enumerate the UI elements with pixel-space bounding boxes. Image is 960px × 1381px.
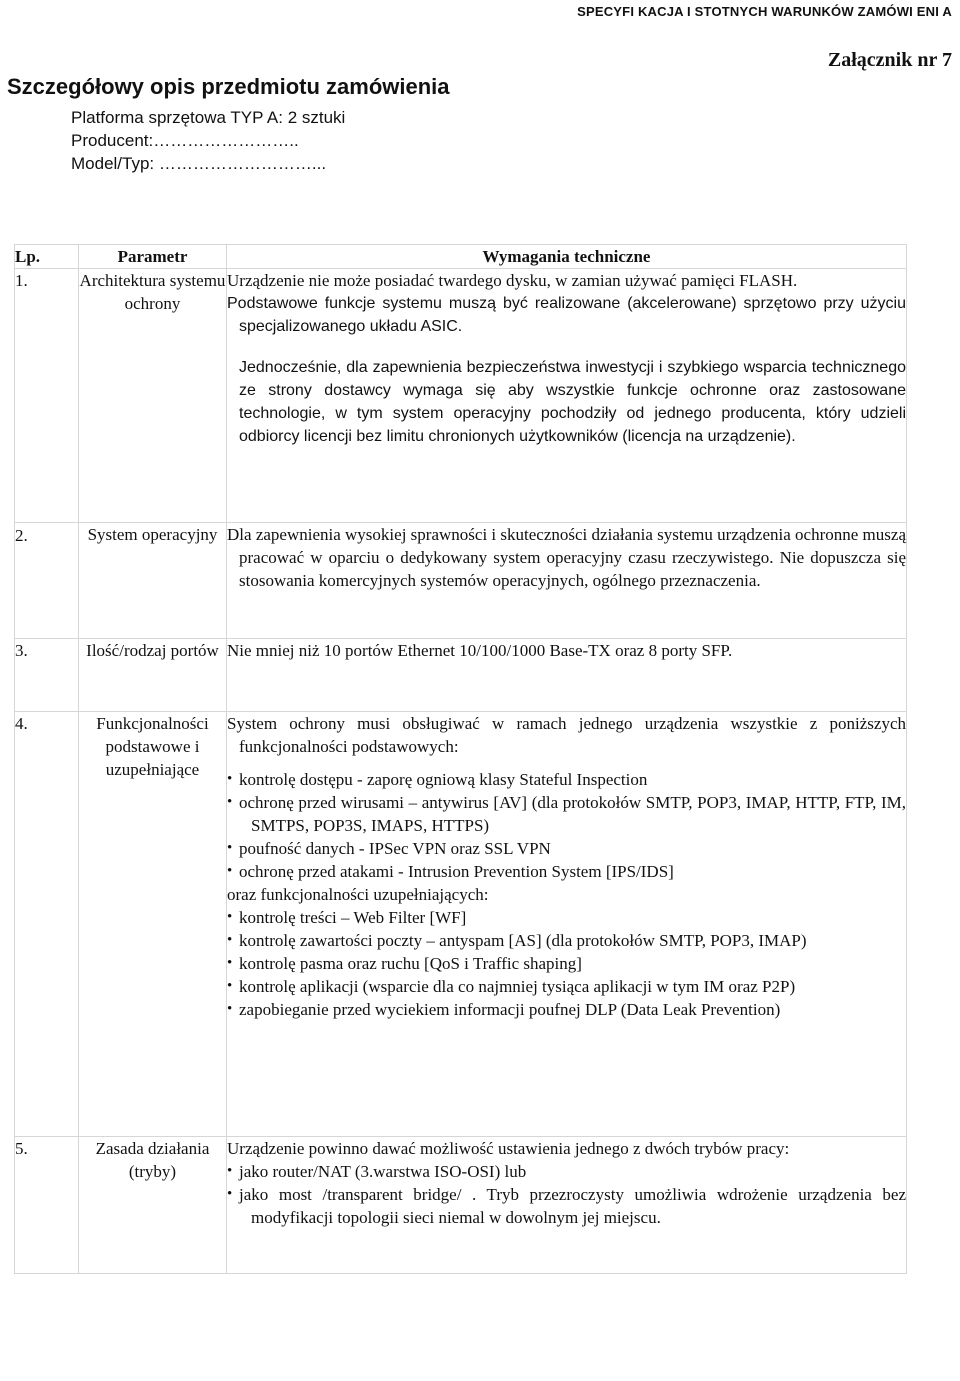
row-requirements xyxy=(227,269,907,523)
requirement-text: Dla zapewnienia wysokiej sprawności i skuteczności działania systemu urządzenia ochronne muszą pracować w oparciu o dedykowany system operacyjny czasu rzeczywistego. Nie dopuszcza się stosowania komercyjnych systemów operacyjnych, ogólnego przeznaczenia. xyxy=(227,525,906,590)
table-row xyxy=(15,523,907,639)
row-parameter: Ilość/rodzaj portów xyxy=(79,639,227,712)
header-parameter: Parametr xyxy=(79,245,227,269)
table-header-row xyxy=(15,245,907,269)
extra-functions-list xyxy=(227,906,906,1021)
model-line: Model/Typ: ………………………... xyxy=(71,154,327,173)
list-item: • kontrolę zawartości poczty – antyspam [AS] (dla protokołów SMTP, POP3, IMAP) xyxy=(227,929,906,952)
row-number: 2. xyxy=(15,523,79,639)
row-number: 4. xyxy=(15,712,79,1137)
requirement-text: System ochrony musi obsługiwać w ramach jednego urządzenia wszystkie z poniższych funkcjonalności podstawowych: xyxy=(227,714,906,756)
table-row xyxy=(15,712,907,1137)
intro-block xyxy=(71,106,345,175)
list-item: • jako router/NAT (3.warstwa ISO-OSI) lub xyxy=(227,1160,906,1183)
table-row xyxy=(15,1137,907,1274)
row-number: 3. xyxy=(15,639,79,712)
requirement-text: Podstawowe funkcje systemu muszą być realizowane (akcelerowane) sprzętowo przy użyciu specjalizowanego układu ASIC. xyxy=(227,295,906,335)
row-requirements xyxy=(227,712,907,1137)
row-requirements xyxy=(227,523,907,639)
requirement-text: Urządzenie nie może posiadać twardego dysku, w zamian używać pamięci FLASH. xyxy=(227,271,798,290)
table-row xyxy=(15,639,907,712)
platform-line: Platforma sprzętowa TYP A: 2 sztuki xyxy=(71,108,346,127)
list-item: • ochronę przed wirusami – antywirus [AV] (dla protokołów SMTP, POP3, IMAP, HTTP, FTP, IM, SMTPS, POP3S, IMAPS, HTTPS) xyxy=(227,791,906,837)
list-item: • ochronę przed atakami - Intrusion Prevention System [IPS/IDS] xyxy=(227,860,906,883)
list-item: • poufność danych - IPSec VPN oraz SSL VPN xyxy=(227,837,906,860)
row-requirements xyxy=(227,1137,907,1274)
annex-number: Załącznik nr 7 xyxy=(827,49,952,71)
document-reference-header: SPECYFI KACJA I STOTNYCH WARUNKÓW ZAMÓWI ENI A xyxy=(577,4,952,19)
requirement-text: Jednocześnie, dla zapewnienia bezpieczeństwa inwestycji i szybkiego wsparcia technicznego ze strony dostawcy wymaga się aby wszystkie funkcje ochronne oraz zastosowane technologie, w tym system operacyjny pochodziły od jednego producenta, który udzieli odbiorcy licencji bez limitu chronionych użytkowników (licencja na urządzenie). xyxy=(239,359,906,445)
row-requirements xyxy=(227,639,907,712)
row-number: 1. xyxy=(15,269,79,523)
list-item: • kontrolę treści – Web Filter [WF] xyxy=(227,906,906,929)
list-item: • kontrolę pasma oraz ruchu [QoS i Traffic shaping] xyxy=(227,952,906,975)
requirement-text: oraz funkcjonalności uzupełniających: xyxy=(227,885,489,904)
list-item: • jako most /transparent bridge/ . Tryb przezroczysty umożliwia wdrożenie urządzenia bez modyfikacji topologii sieci niemal w dowolnym jej miejscu. xyxy=(227,1183,906,1229)
row-parameter: System operacyjny xyxy=(79,523,227,639)
requirement-text: Nie mniej niż 10 portów Ethernet 10/100/1000 Base-TX oraz 8 porty SFP. xyxy=(227,641,733,660)
row-parameter: Funkcjonalności podstawowe i uzupełniające xyxy=(79,712,227,1137)
modes-list xyxy=(227,1160,906,1229)
row-parameter: Architektura systemu ochrony xyxy=(79,269,227,523)
requirements-table xyxy=(14,244,907,1274)
list-item: • zapobieganie przed wyciekiem informacji poufnej DLP (Data Leak Prevention) xyxy=(227,998,906,1021)
row-parameter: Zasada działania (tryby) xyxy=(79,1137,227,1274)
page-title: Szczegółowy opis przedmiotu zamówienia xyxy=(7,74,450,99)
requirement-text: Urządzenie powinno dawać możliwość ustawienia jednego z dwóch trybów pracy: xyxy=(227,1139,790,1158)
producer-line: Producent:…………………….. xyxy=(71,131,299,150)
list-item: • kontrolę dostępu - zaporę ogniową klasy Stateful Inspection xyxy=(227,768,906,791)
header-lp: Lp. xyxy=(15,245,79,269)
header-requirements: Wymagania techniczne xyxy=(227,245,907,269)
list-item: • kontrolę aplikacji (wsparcie dla co najmniej tysiąca aplikacji w tym IM oraz P2P) xyxy=(227,975,906,998)
table-row xyxy=(15,269,907,523)
row-number: 5. xyxy=(15,1137,79,1274)
basic-functions-list xyxy=(227,768,906,883)
